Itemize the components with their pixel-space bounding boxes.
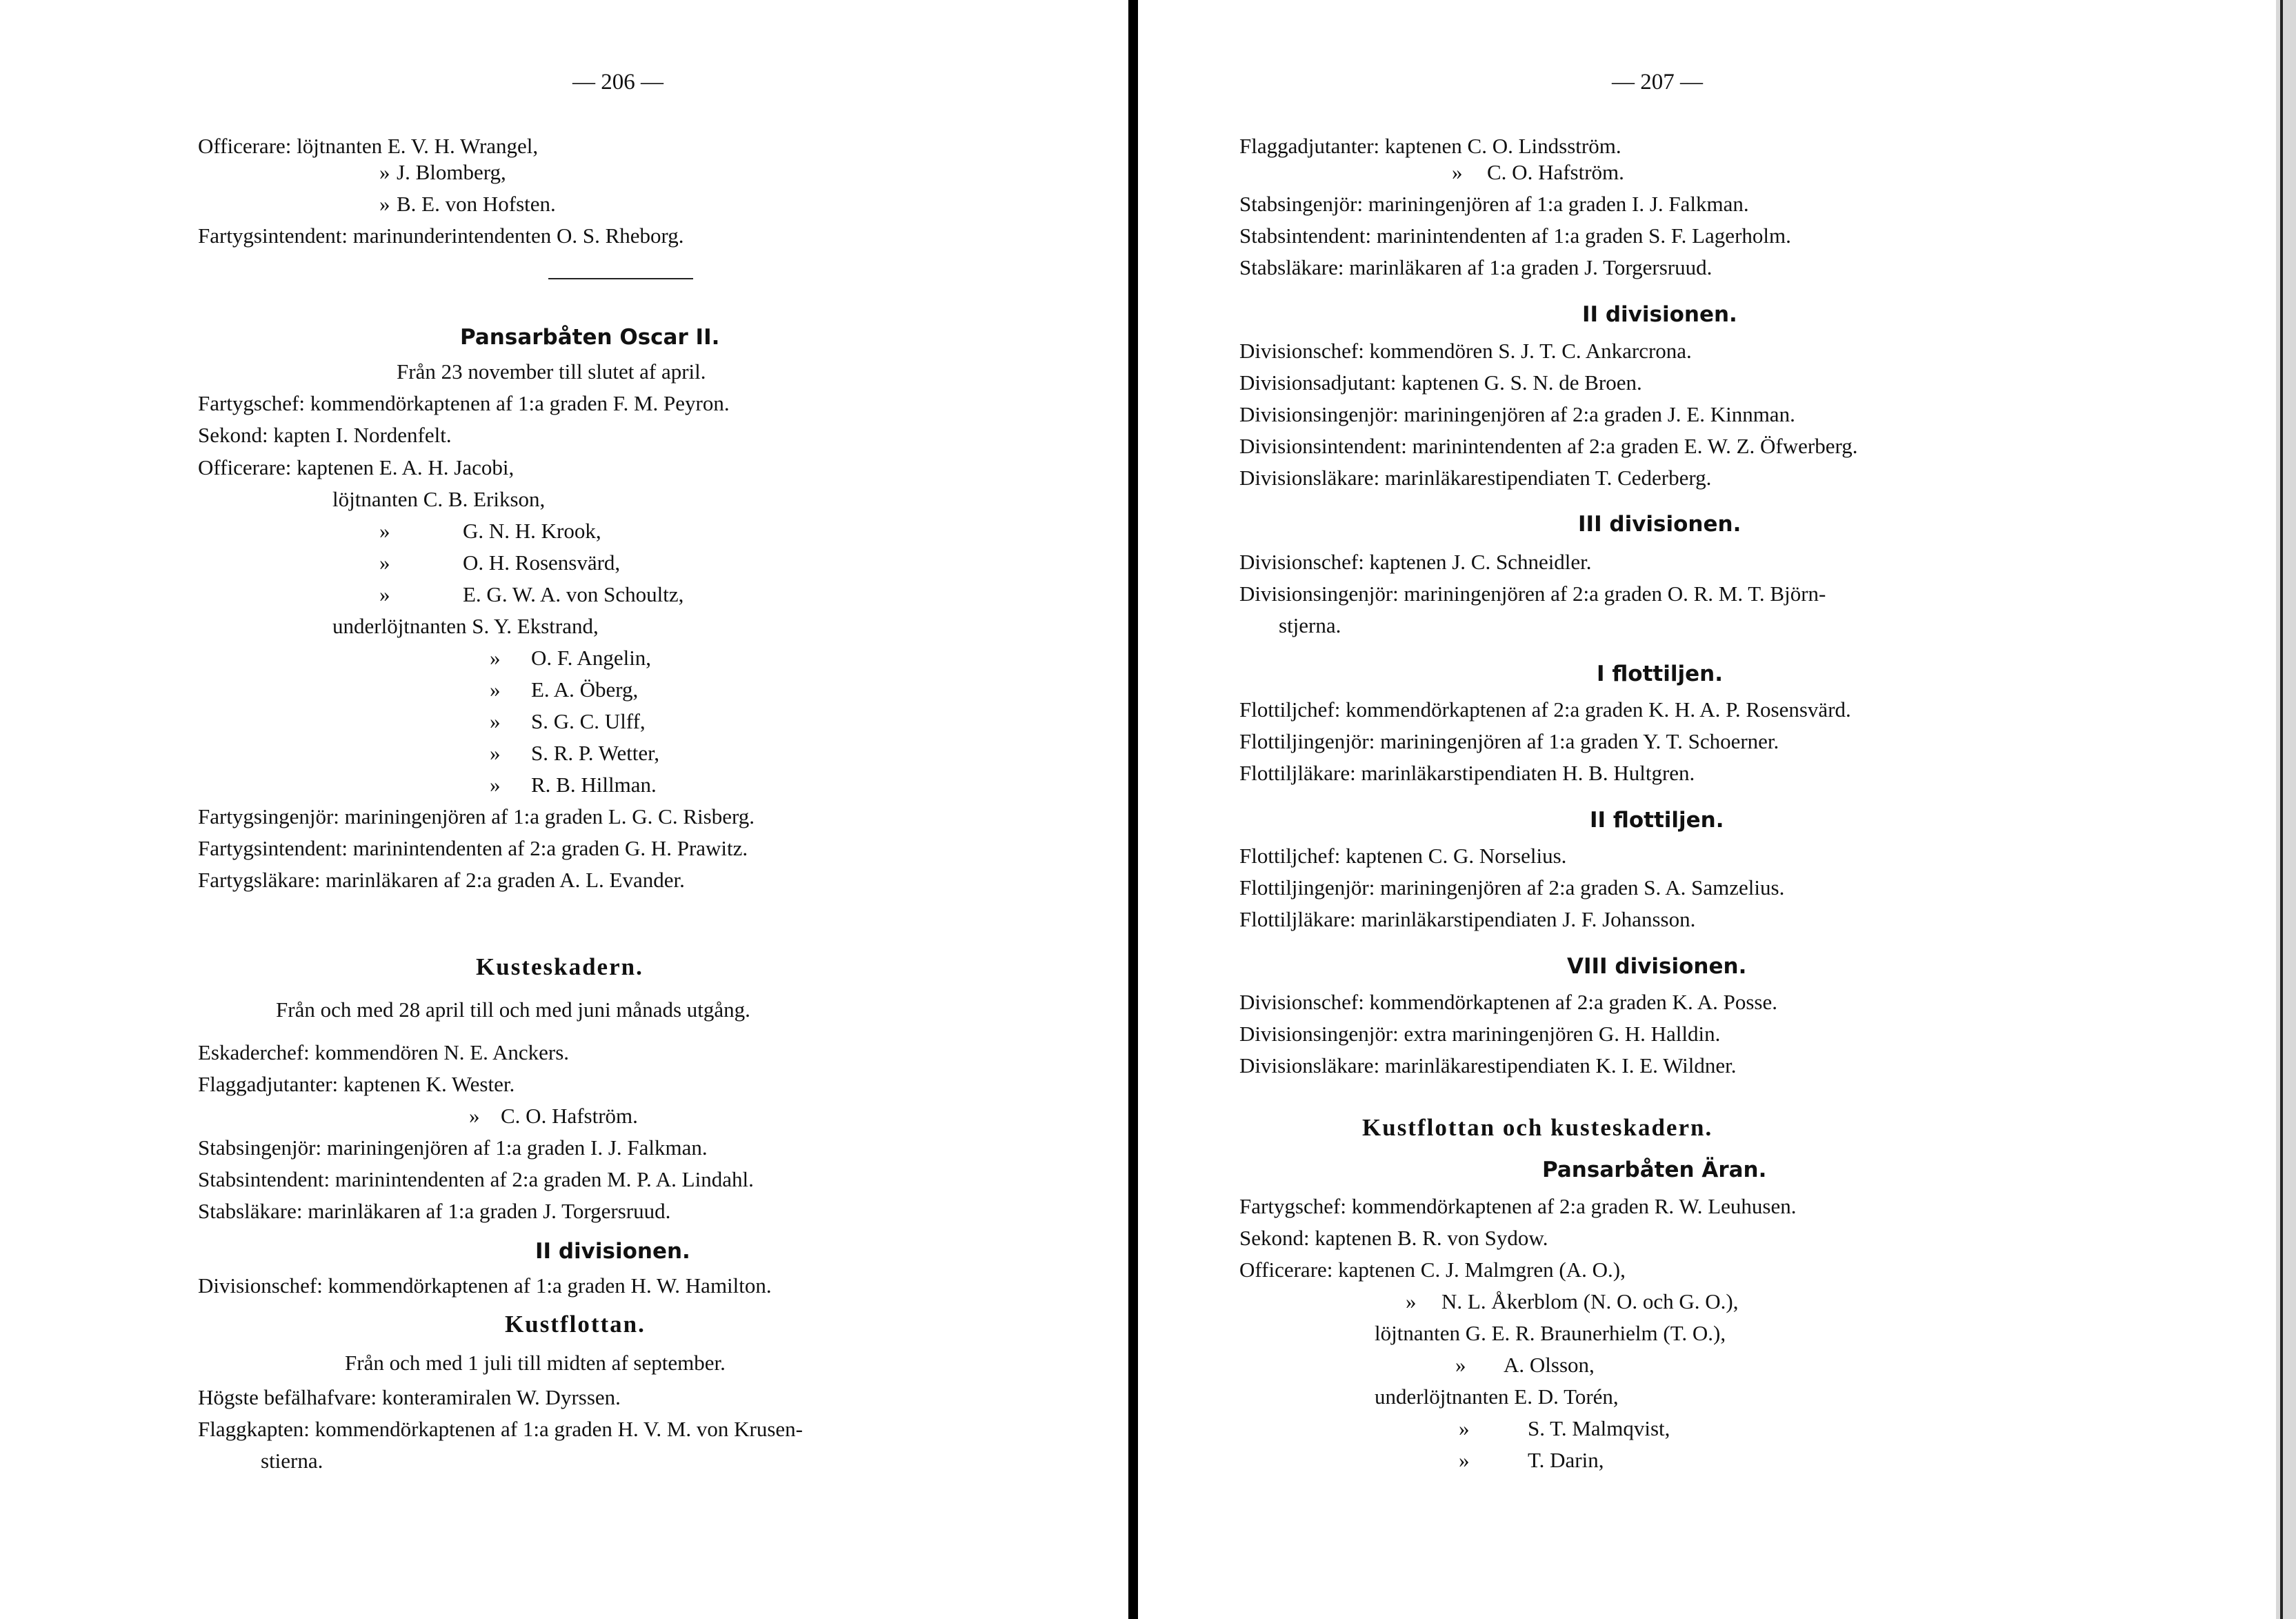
text-line: Högste befälhafvare: konteramiralen W. Dyrssen. [198,1385,621,1409]
section-heading: Pansarbåten Oscar II. [460,325,720,350]
text-line: Officerare: kaptenen C. J. Malmgren (A. O.), [1239,1258,1626,1282]
text-line: Divisionsintendent: marinintendenten af 2:a graden E. W. Z. Öfwerberg. [1239,434,1858,458]
text-line: Flottiljingenjör: mariningenjören af 1:a graden Y. T. Schoerner. [1239,729,1779,753]
text-line: Divisionschef: kommendörkaptenen af 1:a graden H. W. Hamilton. [198,1273,772,1298]
right-page [1138,0,2296,1619]
text-line: Sekond: kaptenen B. R. von Sydow. [1239,1226,1548,1250]
text-line: Flaggadjutanter: kaptenen K. Wester. [198,1072,515,1096]
ditto-mark: » [490,709,501,733]
ditto-mark: » [379,192,390,216]
section-heading: III divisionen. [1578,512,1741,537]
book-gutter [1128,0,1138,1619]
text-line: E. A. Öberg, [531,677,639,702]
text-line: stjerna. [1279,613,1341,637]
text-line: S. R. P. Wetter, [531,741,660,765]
text-line: Divisionsingenjör: extra mariningenjören G. H. Halldin. [1239,1022,1721,1046]
text-line: Flottiljchef: kommendörkaptenen af 2:a graden K. H. A. P. Rosensvärd. [1239,697,1851,722]
ditto-mark: » [490,773,501,797]
left-page [0,0,1128,1619]
section-heading: VIII divisionen. [1567,954,1747,979]
text-line: Fartygschef: kommendörkaptenen af 2:a graden R. W. Leuhusen. [1239,1194,1797,1218]
text-line: Divisionschef: kaptenen J. C. Schneidler. [1239,550,1592,574]
text-line: Fartygsintendent: marinunderintendenten O. S. Rheborg. [198,224,684,248]
text-line: Divisionsläkare: marinläkarestipendiaten T. Cederberg. [1239,466,1712,490]
page-number: — 207 — [1612,70,1703,95]
section-heading: Pansarbåten Äran. [1542,1158,1767,1182]
text-line: Stabsintendent: marinintendenten af 1:a graden S. F. Lagerholm. [1239,224,1791,248]
section-title: Kusteskadern. [476,953,643,980]
ditto-mark: » [490,646,501,670]
text-line: Divisionschef: kommendören S. J. T. C. Ankarcrona. [1239,339,1692,363]
text-line: O. H. Rosensvärd, [463,550,621,575]
ditto-mark: » [490,741,501,765]
text-line: löjtnanten C. B. Erikson, [332,487,546,511]
text-line: Stabsintendent: marinintendenten af 2:a graden M. P. A. Lindahl. [198,1167,754,1191]
ditto-mark: » [379,519,390,543]
ditto-mark: » [1459,1416,1470,1440]
text-line: Från 23 november till slutet af april. [397,359,706,384]
text-line: S. G. C. Ulff, [531,709,646,733]
text-line: E. G. W. A. von Schoultz, [463,582,684,606]
text-line: C. O. Hafström. [1487,160,1624,184]
text-line: Från och med 28 april till och med juni månads utgång. [276,997,750,1022]
text-line: Fartygsläkare: marinläkaren af 2:a graden A. L. Evander. [198,868,685,892]
text-line: Flottiljingenjör: mariningenjören af 2:a graden S. A. Samzelius. [1239,875,1785,900]
text-line: Flaggadjutanter: kaptenen C. O. Lindsström. [1239,134,1621,158]
ditto-mark: » [490,677,501,702]
section-title: Kustflottan och kusteskadern. [1362,1114,1713,1141]
text-line: löjtnanten G. E. R. Braunerhielm (T. O.), [1375,1321,1726,1345]
text-line: Fartygsingenjör: mariningenjören af 1:a graden L. G. C. Risberg. [198,804,755,828]
ditto-mark: » [1452,160,1463,184]
text-line: G. N. H. Krook, [463,519,601,543]
ditto-mark: » [469,1104,480,1128]
ditto-mark: » [379,550,390,575]
text-line: A. Olsson, [1504,1353,1595,1377]
ditto-mark: » [1455,1353,1466,1377]
ditto-mark: » [379,160,390,184]
text-line: Sekond: kapten I. Nordenfelt. [198,423,452,447]
section-heading: II flottiljen. [1590,808,1724,833]
text-line: Officerare: löjtnanten E. V. H. Wrangel, [198,134,539,158]
section-heading: II divisionen. [1582,302,1737,327]
text-line: Stabsingenjör: mariningenjören af 1:a graden I. J. Falkman. [1239,192,1749,216]
text-line: J. Blomberg, [397,160,506,184]
text-line: Divisionsingenjör: mariningenjören af 2:a graden O. R. M. T. Björn- [1239,582,1826,606]
text-line: C. O. Hafström. [501,1104,638,1128]
text-line: Stabsingenjör: mariningenjören af 1:a graden I. J. Falkman. [198,1135,708,1160]
text-line: S. T. Malmqvist, [1528,1416,1670,1440]
text-line: Flaggkapten: kommendörkaptenen af 1:a graden H. V. M. von Krusen- [198,1417,803,1441]
section-divider [548,278,693,279]
ditto-mark: » [379,582,390,606]
text-line: R. B. Hillman. [531,773,657,797]
text-line: B. E. von Hofsten. [397,192,556,216]
scan-edge [2276,0,2296,1619]
text-line: Divisionsläkare: marinläkarestipendiaten K. I. E. Wildner. [1239,1053,1737,1077]
text-line: stierna. [261,1449,323,1473]
text-line: Flottiljchef: kaptenen C. G. Norselius. [1239,844,1567,868]
text-line: Officerare: kaptenen E. A. H. Jacobi, [198,455,515,479]
text-line: Divisionsadjutant: kaptenen G. S. N. de Broen. [1239,370,1642,395]
text-line: Divisionschef: kommendörkaptenen af 2:a graden K. A. Posse. [1239,990,1777,1014]
text-line: O. F. Angelin, [531,646,652,670]
text-line: Fartygschef: kommendörkaptenen af 1:a graden F. M. Peyron. [198,391,730,415]
section-title: Kustflottan. [505,1311,646,1338]
text-line: N. L. Åkerblom (N. O. och G. O.), [1441,1289,1739,1313]
ditto-mark: » [1459,1448,1470,1472]
text-line: Flottiljläkare: marinläkarstipendiaten H. B. Hultgren. [1239,761,1695,785]
text-line: Stabsläkare: marinläkaren af 1:a graden J. Torgersruud. [198,1199,671,1223]
text-line: underlöjtnanten S. Y. Ekstrand, [332,614,599,638]
text-line: Fartygsintendent: marinintendenten af 2:a graden G. H. Prawitz. [198,836,748,860]
text-line: Flottiljläkare: marinläkarstipendiaten J. F. Johansson. [1239,907,1696,931]
section-heading: I flottiljen. [1597,662,1723,686]
text-line: Divisionsingenjör: mariningenjören af 2:a graden J. E. Kinnman. [1239,402,1795,426]
text-line: underlöjtnanten E. D. Torén, [1375,1384,1619,1409]
section-heading: II divisionen. [535,1239,690,1264]
text-line: T. Darin, [1528,1448,1604,1472]
page-number: — 206 — [572,70,663,95]
text-line: Från och med 1 juli till midten af september. [345,1351,726,1375]
text-line: Eskaderchef: kommendören N. E. Anckers. [198,1040,570,1064]
text-line: Stabsläkare: marinläkaren af 1:a graden J. Torgersruud. [1239,255,1713,279]
ditto-mark: » [1406,1289,1417,1313]
